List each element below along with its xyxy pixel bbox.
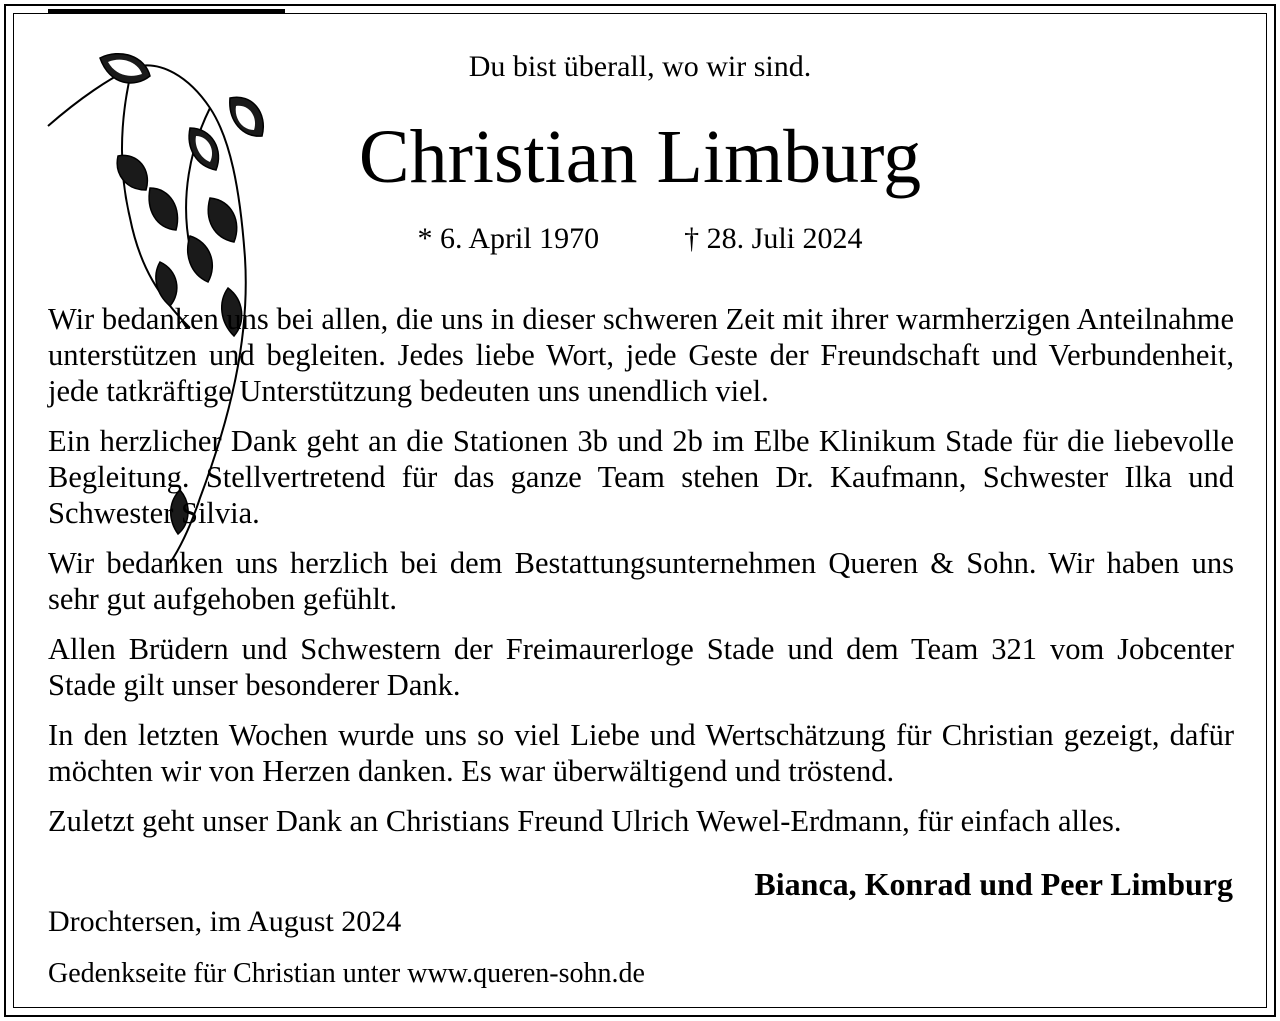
birth-date: * 6. April 1970 [417, 222, 600, 255]
thanks-text [48, 301, 1234, 853]
motto: Du bist überall, wo wir sind. [468, 50, 812, 83]
signature: Bianca, Konrad und Peer Limburg [754, 866, 1233, 902]
paragraph: Wir bedanken uns herzlich bei dem Bestattungsunternehmen Queren & Sohn. Wir haben uns sehr gut aufgehoben gefühlt. [48, 546, 1234, 616]
place-date: Drochtersen, im August 2024 [48, 905, 402, 938]
paragraph: Wir bedanken uns bei allen, die uns in dieser schweren Zeit mit ihrer warmherzigen Anteilnahme unterstützen und begleiten. Jedes liebe Wort, jede Geste der Freundschaft und Verbundenheit, jede tatkräftige Unterstützung bedeuten uns unendlich viel. [48, 302, 1234, 408]
paragraph: Ein herzlicher Dank geht an die Stationen 3b und 2b im Elbe Klinikum Stade für die liebevolle Begleitung. Stellvertretend für das ganze Team stehen Dr. Kaufmann, Schwester Ilka und Schwester Silvia. [48, 424, 1234, 530]
paragraph: In den letzten Wochen wurde uns so viel Liebe und Wertschätzung für Christian gezeigt, dafür möchten wir von Herzen danken. Es war überwältigend und tröstend. [48, 718, 1234, 788]
paragraph: Allen Brüdern und Schwestern der Freimaurerloge Stade und dem Team 321 vom Jobcenter Stade gilt unser besonderer Dank. [48, 632, 1234, 702]
top-rule [48, 9, 285, 14]
death-date: † 28. Juli 2024 [684, 222, 863, 255]
life-dates [0, 222, 1280, 256]
paragraph: Zuletzt geht unser Dank an Christians Freund Ulrich Wewel-Erdmann, für einfach alles. [48, 804, 1122, 838]
memorial-page-line: Gedenkseite für Christian unter www.queren-sohn.de [48, 958, 645, 989]
deceased-name: Christian Limburg [358, 115, 922, 199]
